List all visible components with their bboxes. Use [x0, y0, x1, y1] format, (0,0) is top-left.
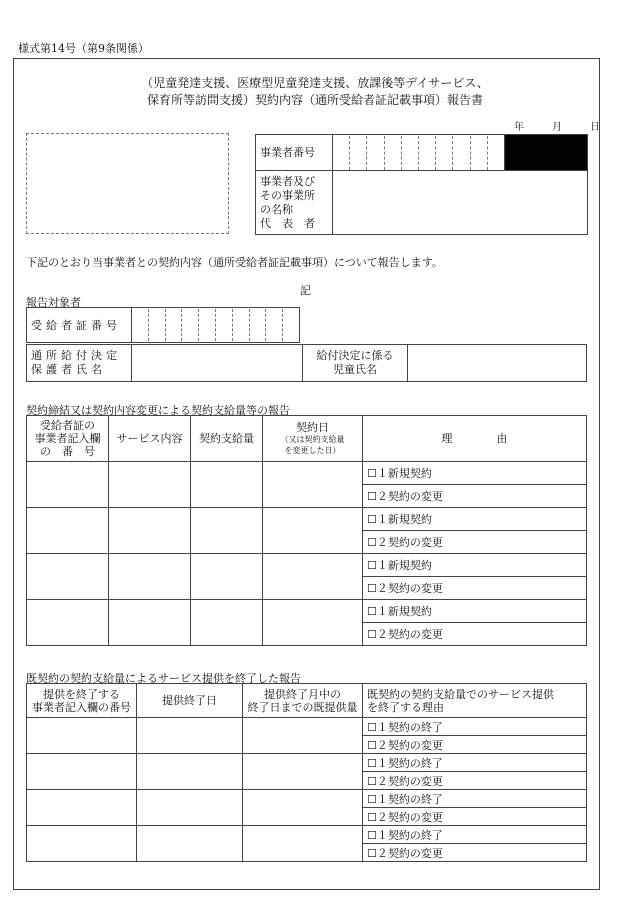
t1-header-reason: 理 由: [363, 416, 587, 462]
form-title: [60, 75, 570, 109]
t2-reason-option[interactable]: ☐２契約の変更: [363, 808, 587, 826]
t1-reason-option[interactable]: ☐１新規契約: [363, 508, 587, 531]
t2-header-end-date: 提供終了日: [137, 684, 243, 718]
t2-reason-option[interactable]: ☐２契約の変更: [363, 736, 587, 754]
date-year: 年: [514, 122, 524, 133]
t1-input-cell[interactable]: [191, 600, 263, 646]
t1-header-service: サービス内容: [109, 416, 191, 462]
t2-input-cell[interactable]: [27, 718, 137, 754]
intro-text: 下記のとおり当事業者との契約内容（通所受給者証記載事項）について報告します。: [26, 256, 443, 269]
guardian-label: 通所給付決定 保護者氏名: [27, 345, 132, 382]
guardian-table: [26, 344, 587, 382]
t1-header-contract-date: [263, 416, 363, 462]
report-date: [498, 118, 600, 133]
business-name-field[interactable]: [333, 171, 588, 235]
t2-header-number: 提供を終了する 事業者記入欄の番号: [27, 684, 137, 718]
t1-reason-option[interactable]: ☐２契約の変更: [363, 623, 587, 646]
t2-input-cell[interactable]: [243, 826, 363, 862]
child-label: 給付決定に係る 児童氏名: [303, 345, 408, 382]
t1-input-cell[interactable]: [191, 554, 263, 600]
t2-header-reason: 既契約の契約支給量でのサービス提供 を終了する理由: [363, 684, 587, 718]
t1-input-cell[interactable]: [263, 554, 363, 600]
section1-title: 契約締結又は契約内容変更による契約支給量等の報告: [26, 404, 290, 417]
t1-input-cell[interactable]: [263, 600, 363, 646]
t1-header-contract-date-main: 契約日: [296, 421, 329, 434]
termination-report-table: [26, 683, 587, 862]
t1-reason-option[interactable]: ☐２契約の変更: [363, 485, 587, 508]
t1-header-contract-date-sub: （又は契約支給量 を変更した日）: [280, 435, 345, 455]
date-day: 日: [590, 122, 600, 133]
form-number: 様式第14号（第9条関係）: [18, 42, 149, 55]
ki-label: 記: [300, 284, 311, 297]
t1-reason-option[interactable]: ☐１新規契約: [363, 554, 587, 577]
t1-input-cell[interactable]: [27, 554, 109, 600]
t2-header-provided-amount: 提供終了月中の 終了日までの既提供量: [243, 684, 363, 718]
t1-row: [27, 600, 587, 623]
title-line-2: 保育所等訪問支援）契約内容（通所受給者証記載事項）報告書: [146, 93, 483, 107]
t2-row: [27, 790, 587, 808]
title-line-1: （児童発達支援、医療型児童発達支援、放課後等デイサービス、: [141, 76, 489, 90]
t1-input-cell[interactable]: [191, 462, 263, 508]
t1-input-cell[interactable]: [263, 462, 363, 508]
t1-reason-option[interactable]: ☐２契約の変更: [363, 577, 587, 600]
t2-input-cell[interactable]: [27, 790, 137, 826]
t1-input-cell[interactable]: [109, 554, 191, 600]
t2-row: [27, 718, 587, 736]
t1-reason-option[interactable]: ☐１新規契約: [363, 600, 587, 623]
t1-row: [27, 554, 587, 577]
business-number-blackout: [505, 135, 588, 171]
t1-input-cell[interactable]: [27, 508, 109, 554]
t2-input-cell[interactable]: [27, 826, 137, 862]
t1-header-cert-number: 受給者証の 事業者記入欄 の 番 号: [27, 416, 109, 462]
t2-reason-option[interactable]: ☐１契約の終了: [363, 718, 587, 736]
t1-row: [27, 462, 587, 485]
t2-row: [27, 826, 587, 844]
t1-input-cell[interactable]: [27, 600, 109, 646]
recipient-cert-label: 受給者証番号: [27, 308, 132, 343]
business-number-label: 事業者番号: [256, 135, 333, 171]
guardian-name-field[interactable]: [132, 345, 303, 382]
t1-input-cell[interactable]: [263, 508, 363, 554]
t1-header-amount: 契約支給量: [191, 416, 263, 462]
t2-input-cell[interactable]: [27, 754, 137, 790]
seal-area[interactable]: [26, 133, 229, 234]
t2-input-cell[interactable]: [243, 754, 363, 790]
t2-input-cell[interactable]: [137, 826, 243, 862]
t2-input-cell[interactable]: [137, 790, 243, 826]
business-name-label: 事業者及び その事業所 の名称 代 表 者: [256, 171, 333, 235]
child-name-field[interactable]: [408, 345, 587, 382]
t1-reason-option[interactable]: ☐１新規契約: [363, 462, 587, 485]
t2-input-cell[interactable]: [137, 754, 243, 790]
t1-input-cell[interactable]: [191, 508, 263, 554]
date-month: 月: [552, 122, 562, 133]
t2-input-cell[interactable]: [243, 790, 363, 826]
business-table: [255, 134, 588, 235]
t1-input-cell[interactable]: [109, 508, 191, 554]
section2-title: 既契約の契約支給量によるサービス提供を終了した報告: [26, 672, 301, 685]
t2-input-cell[interactable]: [243, 718, 363, 754]
contract-report-table: [26, 415, 587, 646]
t1-reason-option[interactable]: ☐２契約の変更: [363, 531, 587, 554]
t1-input-cell[interactable]: [27, 462, 109, 508]
t2-row: [27, 754, 587, 772]
t2-reason-option[interactable]: ☐２契約の変更: [363, 772, 587, 790]
recipient-cert-field[interactable]: [132, 308, 300, 343]
t2-reason-option[interactable]: ☐１契約の終了: [363, 826, 587, 844]
target-label: 報告対象者: [26, 296, 81, 309]
t2-input-cell[interactable]: [137, 718, 243, 754]
t2-reason-option[interactable]: ☐２契約の変更: [363, 844, 587, 862]
recipient-cert-table: [26, 307, 300, 343]
t1-input-cell[interactable]: [109, 600, 191, 646]
business-number-field[interactable]: [333, 135, 505, 171]
t1-input-cell[interactable]: [109, 462, 191, 508]
t2-reason-option[interactable]: ☐１契約の終了: [363, 754, 587, 772]
t2-reason-option[interactable]: ☐１契約の終了: [363, 790, 587, 808]
t1-row: [27, 508, 587, 531]
